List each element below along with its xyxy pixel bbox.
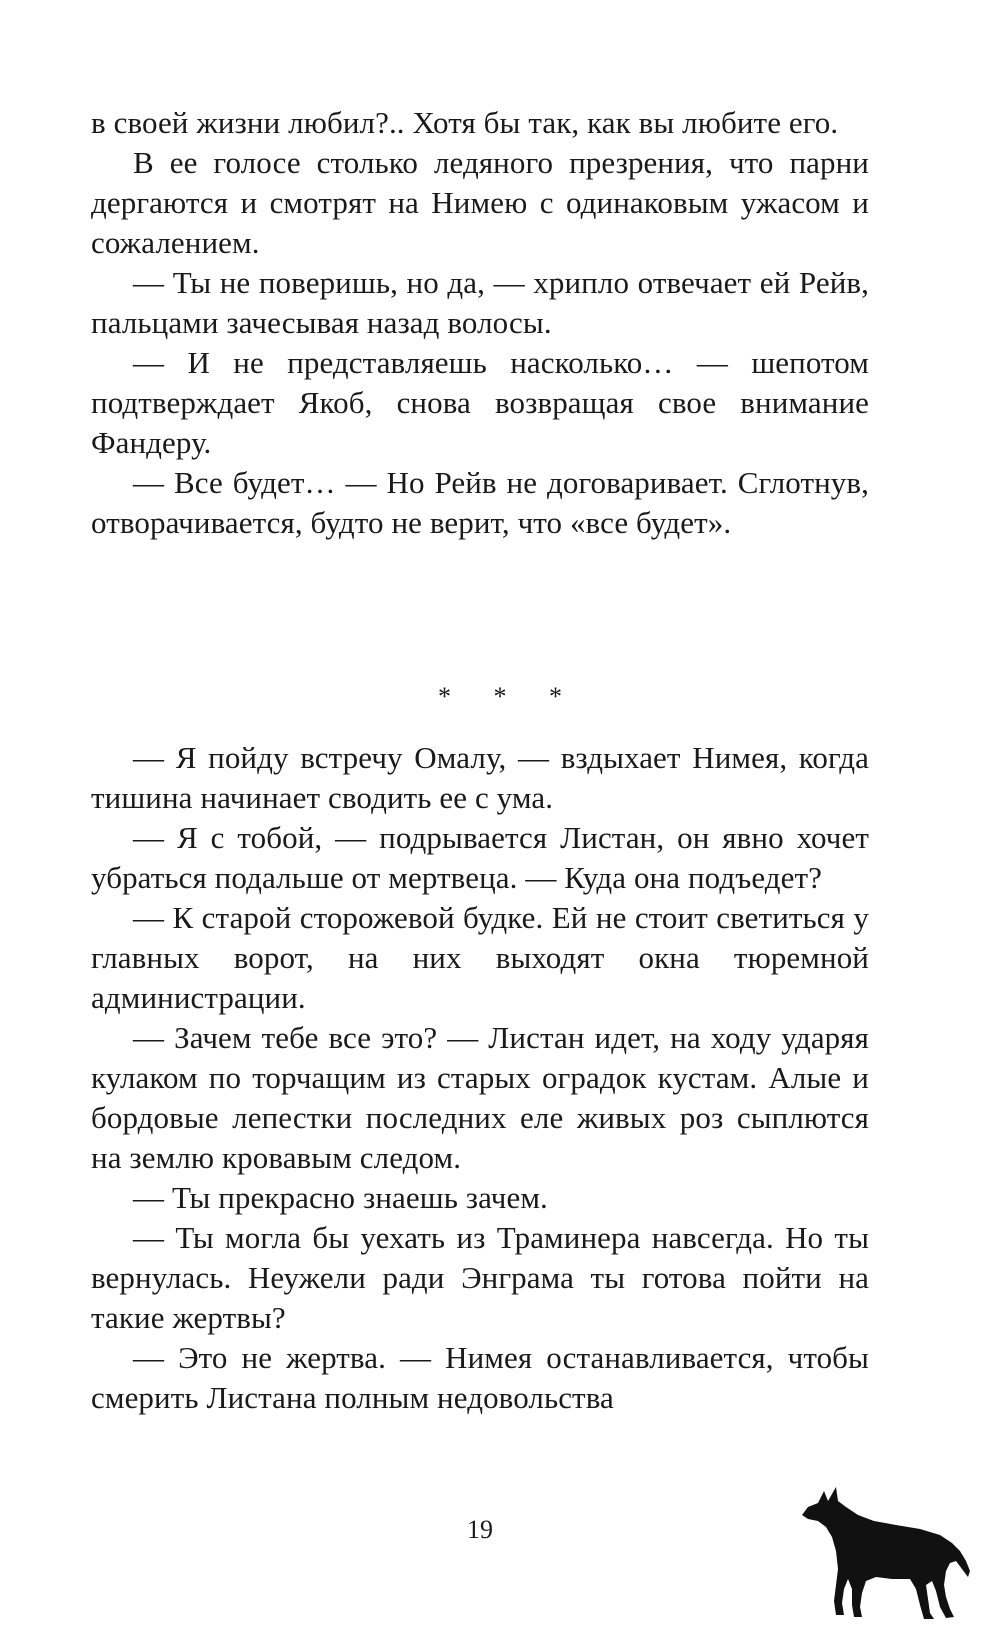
paragraph: — Ты прекрасно знаешь зачем. (133, 1180, 548, 1215)
section-separator: * * * (438, 682, 580, 711)
top-text-block (91, 103, 869, 543)
paragraph: В ее голосе столько ледяного презрения, что парни дергаются и смотрят на Нимею с одинаковым ужасом и сожалением. (91, 145, 869, 260)
paragraph: — Это не жертва. — Нимея останавливается, чтобы смерить Листана полным недовольства (91, 1340, 869, 1415)
wolf-silhouette-icon (800, 1485, 972, 1625)
paragraph: — Я с тобой, — подрывается Листан, он явно хочет убраться подальше от мертвеца. — Куда она подъедет? (91, 820, 869, 895)
bottom-text-block (91, 738, 869, 1418)
paragraph: — К старой сторожевой будке. Ей не стоит светиться у главных ворот, на них выходят окна тюремной администрации. (91, 900, 869, 1015)
paragraph: — Все будет… — Но Рейв не договаривает. Сглотнув, отворачивается, будто не верит, что «все будет». (91, 465, 869, 540)
page-number: 19 (467, 1515, 493, 1544)
paragraph: — Ты могла бы уехать из Траминера навсегда. Но ты вернулась. Неужели ради Энграма ты готова пойти на такие жертвы? (91, 1220, 869, 1335)
paragraph: в своей жизни любил?.. Хотя бы так, как вы любите его. (91, 105, 839, 140)
paragraph: — И не представляешь насколько… — шепотом подтверждает Якоб, снова возвращая свое внимание Фандеру. (91, 345, 869, 460)
paragraph: — Я пойду встречу Омалу, — вздыхает Нимея, когда тишина начинает сводить ее с ума. (91, 740, 869, 815)
paragraph: — Зачем тебе все это? — Листан идет, на ходу ударяя кулаком по торчащим из старых оградок кустам. Алые и бордовые лепестки последних еле живых роз сыплются на землю кровавым следом. (91, 1020, 869, 1175)
paragraph: — Ты не поверишь, но да, — хрипло отвечает ей Рейв, пальцами зачесывая назад волосы. (91, 265, 869, 340)
